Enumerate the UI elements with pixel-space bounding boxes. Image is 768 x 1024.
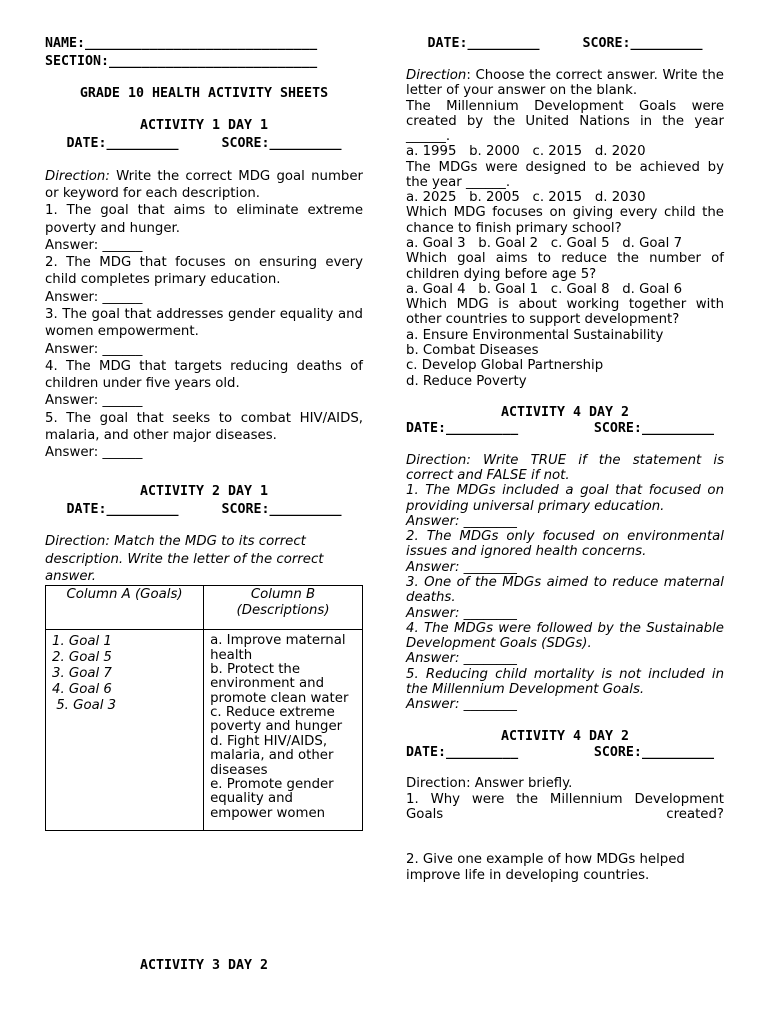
direction-label: Direction: [45, 168, 110, 184]
tf-answer: Answer: ________ [406, 513, 517, 529]
sa-question: 2. Give one example of how MDGs helped improve life in developing countries. [406, 852, 685, 883]
name-line: NAME:_____________________________ [45, 36, 318, 51]
activity3-heading: ACTIVITY 3 DAY 2 [139, 958, 269, 973]
column-b-header: Column B (Descriptions) [204, 586, 363, 630]
activity1-question: 3. The goal that addresses gender equality and women empowerment. [45, 307, 363, 340]
date-line: DATE:_________ [427, 36, 540, 51]
activity1-question: 5. The goal that seeks to combat HIV/AIDS, malaria, and other major diseases. [45, 410, 363, 443]
direction-text: Write the correct MDG goal number or keyword for each description. [45, 168, 363, 202]
activity1-answer: Answer: ______ [45, 237, 143, 253]
activity1-answer: Answer: ______ [45, 289, 143, 305]
mc-question: Which MDG focuses on giving every child the chance to finish primary school? [406, 205, 724, 236]
tf-answer: Answer: ________ [406, 559, 517, 575]
short-answer-section [406, 776, 724, 882]
right-column [406, 36, 724, 883]
activity1-question: 4. The MDG that targets reducing deaths of children under five years old. [45, 358, 363, 392]
activity4b-heading: ACTIVITY 4 DAY 2 [500, 728, 630, 744]
page-title: GRADE 10 HEALTH ACTIVITY SHEETS [79, 85, 329, 101]
tf-statement: 4. The MDGs were followed by the Sustainable Development Goals (SDGs). [406, 620, 724, 652]
score-line: SCORE:_________ [593, 420, 714, 436]
activity2-date-score [45, 502, 363, 518]
tf-answer: Answer: ________ [406, 651, 517, 667]
mc-choice: b. Combat Diseases [406, 343, 539, 359]
tf-statement: 1. The MDGs included a goal that focused on providing universal primary education. [406, 483, 724, 514]
goal-item: 2. Goal 5 [52, 650, 112, 666]
activity1-date-score [45, 136, 363, 152]
column-a-header: Column A (Goals) [46, 586, 204, 630]
date-line: DATE:_________ [406, 420, 519, 436]
tf-statement: 3. One of the MDGs aimed to reduce maternal deaths. [406, 575, 724, 606]
mc-choices: a. 2025 b. 2005 c. 2015 d. 2030 [406, 190, 646, 206]
description-item: b. Protect the environment and promote clean water [210, 662, 349, 706]
multiple-choice-section [406, 68, 724, 389]
mc-choice: d. Reduce Poverty [406, 373, 527, 389]
activity2-heading: ACTIVITY 2 DAY 1 [139, 483, 269, 499]
date-line: DATE:_________ [406, 744, 519, 760]
tf-statement: 2. The MDGs only focused on environmental issues and ignored health concerns. [406, 529, 724, 560]
description-item: d. Fight HIV/AIDS, malaria, and other diseases [210, 733, 334, 778]
mc-question: The MDGs were designed to be achieved by the year ______. [406, 159, 724, 190]
activity4a-date-score [406, 421, 724, 437]
left-column [45, 36, 363, 831]
activity1-answer: Answer: ______ [45, 393, 143, 409]
goal-item: 1. Goal 1 [52, 634, 112, 650]
mc-choices: a. Goal 4 b. Goal 1 c. Goal 8 d. Goal 6 [406, 281, 683, 297]
activity1-heading: ACTIVITY 1 DAY 1 [139, 117, 269, 133]
goal-item: 3. Goal 7 [52, 666, 112, 682]
description-item: c. Reduce extreme poverty and hunger [210, 705, 343, 735]
activity2-direction: Direction: Match the MDG to its correct description. Write the letter of the correct answer. [45, 534, 324, 585]
activity1-answer: Answer: ______ [45, 445, 143, 461]
mc-question: Which goal aims to reduce the number of children dying before age 5? [406, 251, 724, 282]
description-item: e. Promote gender equality and empower women [210, 776, 334, 821]
tf-answer: Answer: ________ [406, 605, 517, 621]
activity1-answer: Answer: ______ [45, 341, 143, 357]
activity1-question: 2. The MDG that focuses on ensuring every child completes primary education. [45, 255, 363, 288]
tf-answer: Answer: ________ [406, 697, 517, 713]
column-b-descriptions [204, 630, 363, 831]
activity1-question: 1. The goal that aims to eliminate extreme poverty and hunger. [45, 203, 363, 236]
activity4a-heading: ACTIVITY 4 DAY 2 [500, 404, 630, 420]
mc-direction [406, 68, 724, 99]
matching-table [45, 585, 363, 831]
score-line: SCORE:_________ [582, 36, 703, 51]
goal-item: 5. Goal 3 [52, 698, 117, 714]
mc-question: The Millennium Development Goals were created by the United Nations in the year ______. [406, 98, 724, 145]
direction-label: Direction [406, 67, 467, 83]
sa-question: 1. Why were the Millennium Development Goals created? [406, 791, 724, 823]
activity4b-date-score [406, 745, 724, 761]
mc-choices: a. Goal 3 b. Goal 2 c. Goal 5 d. Goal 7 [406, 236, 683, 252]
mc-choice-list [406, 328, 724, 389]
direction-text: : Choose the correct answer. Write the letter of your answer on the blank. [406, 67, 724, 99]
activity1-direction [45, 168, 363, 203]
score-line: SCORE:_________ [593, 744, 714, 760]
mc-choices: a. 1995 b. 2000 c. 2015 d. 2020 [406, 144, 646, 160]
description-item: a. Improve maternal health [210, 633, 346, 663]
date-line: DATE:_________ [66, 501, 179, 517]
tf-direction: Direction: Write TRUE if the statement is correct and FALSE if not. [406, 452, 724, 484]
activity3-date-score [406, 36, 724, 52]
score-line: SCORE:_________ [221, 501, 342, 517]
goal-item: 4. Goal 6 [52, 682, 112, 698]
mc-choice: a. Ensure Environmental Sustainability [406, 327, 664, 343]
true-false-section [406, 453, 724, 713]
sa-direction: Direction: Answer briefly. [406, 776, 573, 792]
mc-choice: c. Develop Global Partnership [406, 358, 604, 374]
tf-statement: 5. Reducing child mortality is not included in the Millennium Development Goals. [406, 666, 724, 697]
score-line: SCORE:_________ [221, 135, 342, 151]
column-a-goals [46, 630, 204, 831]
date-line: DATE:_________ [66, 135, 179, 151]
mc-question: Which MDG is about working together with other countries to support development? [406, 297, 724, 328]
section-line: SECTION:__________________________ [45, 53, 318, 69]
